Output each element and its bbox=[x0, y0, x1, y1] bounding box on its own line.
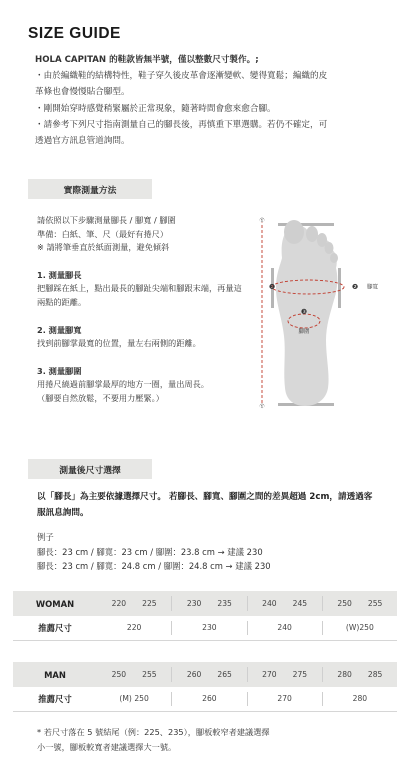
rec-cell: 280 bbox=[322, 692, 397, 706]
step2-title: 2. 測量腳寬 bbox=[37, 324, 82, 335]
size-cell: 225 bbox=[142, 599, 157, 608]
page-title: SIZE GUIDE bbox=[28, 25, 121, 42]
size-cell: 265 bbox=[217, 670, 232, 679]
size-cell: 240 bbox=[262, 599, 277, 608]
marker-1-bottom: ❶ bbox=[259, 403, 265, 411]
intro-line: ・請參考下列尺寸指南測量自己的腳長後，再慎重下單選購。若仍不確定，可 bbox=[35, 119, 328, 130]
select-section-heading: 測量後尺寸選擇 bbox=[28, 459, 152, 479]
woman-size-row bbox=[13, 591, 397, 616]
size-cell: 270 bbox=[262, 670, 277, 679]
size-cell: 275 bbox=[292, 670, 308, 679]
rec-label: 推薦尺寸 bbox=[38, 623, 72, 633]
rec-cell: 220 bbox=[126, 623, 142, 633]
woman-size-table bbox=[13, 591, 397, 641]
intro-line: HOLA CAPITAN 的鞋款皆無半號，僅以整數尺寸製作。; bbox=[35, 55, 259, 65]
rec-cell: (W)250 bbox=[322, 621, 397, 635]
step1-line: 兩點的距離。 bbox=[37, 296, 87, 307]
step3-title: 3. 測量腳圍 bbox=[37, 365, 82, 376]
step3-line: 用捲尺繞過前腳掌最厚的地方一圈，量出周長。 bbox=[37, 379, 209, 390]
toe-5 bbox=[330, 253, 338, 263]
size-cell: 260 bbox=[186, 670, 202, 679]
man-size-table bbox=[13, 662, 397, 712]
size-cell: 235 bbox=[217, 599, 232, 608]
select-line: 以「腳長」為主要依據選擇尺寸。 若腳長、腳寬、腳圍之間的差異超過 2cm，請透過客 bbox=[37, 492, 373, 502]
man-rec-row bbox=[13, 687, 397, 712]
example-title: 例子 bbox=[37, 532, 54, 542]
marker-2-left: ❷ bbox=[268, 283, 276, 291]
intro-line: ・剛開始穿時感覺稍緊屬於正常現象，隨著時間會愈來愈合腳。 bbox=[35, 103, 276, 114]
side-bar-right bbox=[338, 268, 341, 308]
example-line: 腳長：23 cm / 腳寬：24.8 cm / 腳圍：24.8 cm → 建議 230 bbox=[37, 561, 271, 572]
rec-cell: 260 bbox=[171, 692, 246, 706]
step1-title: 1. 測量腳長 bbox=[37, 269, 82, 280]
measure-section-heading: 實際測量方法 bbox=[28, 179, 152, 199]
intro-line: 透過官方訊息管道詢問。 bbox=[35, 136, 130, 147]
marker-3: ❸ bbox=[300, 308, 308, 316]
size-cell: 220 bbox=[111, 599, 127, 608]
size-cell: 255 bbox=[142, 670, 157, 679]
size-group bbox=[322, 667, 397, 682]
size-cell: 255 bbox=[367, 599, 383, 608]
foot-diagram bbox=[250, 208, 390, 418]
rec-cell: 230 bbox=[171, 621, 246, 635]
rec-cell: (M) 250 bbox=[119, 694, 149, 704]
size-cell: 245 bbox=[292, 599, 308, 608]
size-group bbox=[322, 596, 397, 611]
man-label: MAN bbox=[44, 669, 66, 680]
size-cell: 230 bbox=[186, 599, 202, 608]
toe-2 bbox=[306, 226, 318, 242]
step1-line: 把腳踩在紙上，點出最長的腳趾尖端和腳跟末端，再量這 bbox=[37, 283, 242, 294]
example-line: 腳長：23 cm / 腳寬：23 cm / 腳圍：23.8 cm → 建議 230 bbox=[37, 546, 263, 557]
size-cell: 250 bbox=[337, 599, 352, 608]
intro-line: ・由於編織鞋的結構特性，鞋子穿久後皮革會逐漸變軟、變得寬鬆；編織的皮 bbox=[35, 71, 328, 82]
foot-diagram-svg bbox=[250, 208, 390, 418]
measure-line: 請依照以下步驟測量腳長 / 腳寬 / 腳圍 bbox=[37, 215, 176, 225]
rec-cell: 270 bbox=[247, 692, 322, 706]
marker-1: ❶ bbox=[259, 217, 265, 225]
footnote-line: * 若尺寸落在 5 號結尾（例：225、235），腳板較窄者建議選擇 bbox=[37, 727, 270, 737]
size-group bbox=[97, 596, 171, 611]
size-group bbox=[171, 667, 246, 682]
big-toe bbox=[284, 220, 304, 244]
step2-line: 找到前腳掌最寬的位置，量左右兩側的距離。 bbox=[37, 338, 201, 349]
intro-text bbox=[35, 52, 397, 149]
example-block bbox=[37, 530, 397, 574]
footnote-line: 小一號，腳板較寬者建議選擇大一號。 bbox=[37, 742, 177, 752]
footnote bbox=[37, 725, 397, 755]
step3-line: （腳要自然放鬆，不要用力壓緊。） bbox=[37, 392, 164, 403]
measure-line: ※ 請將筆垂直於紙面測量，避免傾斜 bbox=[37, 242, 170, 253]
measure-instructions bbox=[37, 214, 277, 406]
select-text bbox=[37, 489, 397, 521]
size-group bbox=[97, 667, 171, 682]
rec-cell: 240 bbox=[247, 621, 322, 635]
size-group bbox=[171, 596, 246, 611]
man-size-row bbox=[13, 662, 397, 687]
size-cell: 285 bbox=[367, 670, 383, 679]
measure-line: 準備：白紙、筆、尺（最好有捲尺） bbox=[37, 228, 169, 239]
toe-4 bbox=[325, 242, 334, 254]
girth-label: 腳圍 bbox=[298, 329, 310, 335]
intro-line: 革條也會慢慢貼合腳型。 bbox=[35, 87, 130, 98]
size-cell: 280 bbox=[337, 670, 352, 679]
size-group bbox=[247, 596, 322, 611]
width-label: 腳寬 bbox=[367, 284, 379, 291]
woman-label: WOMAN bbox=[35, 598, 75, 609]
size-cell: 250 bbox=[111, 670, 127, 679]
woman-rec-row bbox=[13, 616, 397, 641]
select-line: 服訊息詢問。 bbox=[37, 508, 89, 518]
marker-2-right: ❷ bbox=[351, 283, 359, 291]
rec-label: 推薦尺寸 bbox=[38, 694, 72, 704]
size-group bbox=[247, 667, 322, 682]
